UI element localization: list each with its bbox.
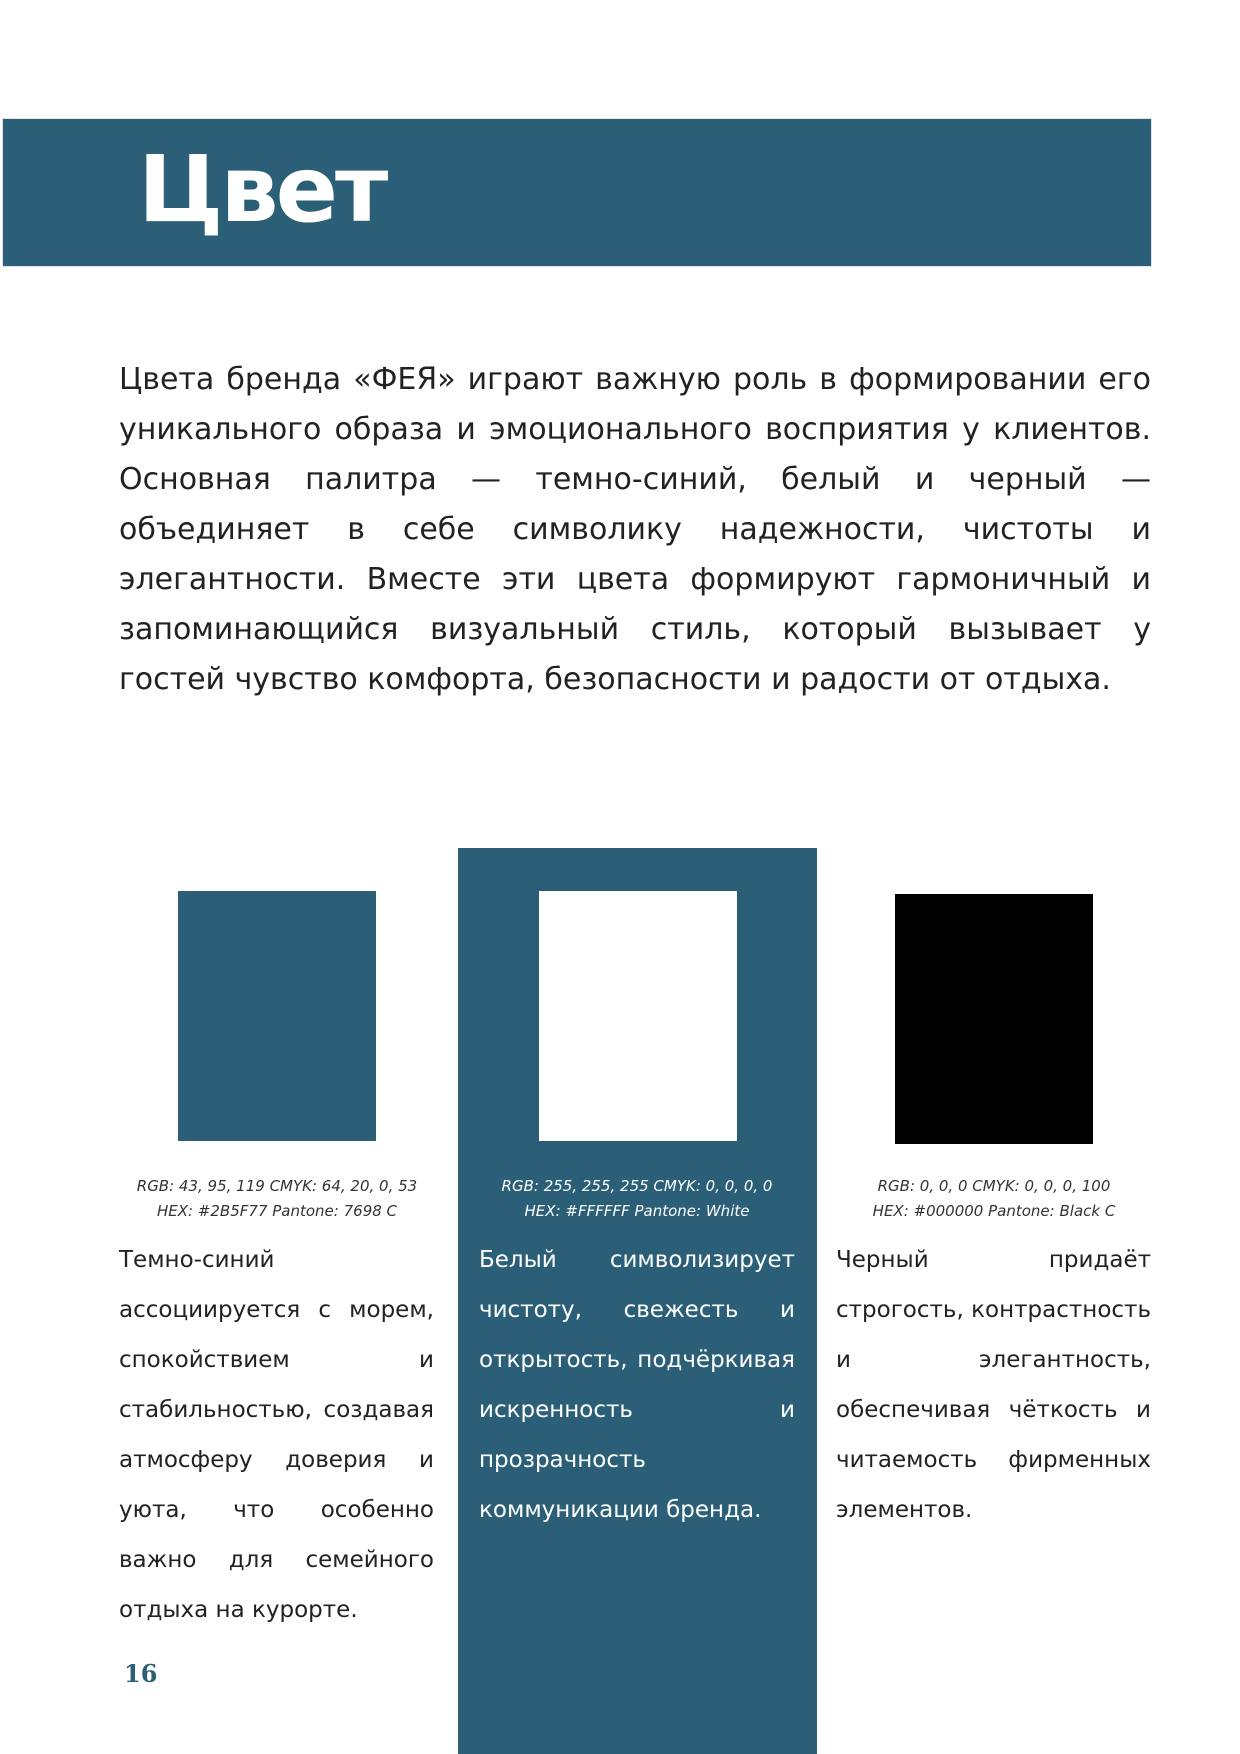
- black-description: Черный придаёт строгость, контрастность и элегантность, обеспечивая чёткость и читаемость фирменных элементов.: [836, 1247, 1151, 1523]
- white-spec: [477, 1174, 797, 1224]
- dark-blue-spec-line2: HEX: #2B5F77 Pantone: 7698 C: [156, 1202, 398, 1220]
- white-spec-line2: HEX: #FFFFFF Pantone: White: [524, 1202, 750, 1220]
- white-spec-line1: RGB: 255, 255, 255 CMYK: 0, 0, 0, 0: [501, 1177, 773, 1195]
- dark-blue-spec: [117, 1174, 437, 1224]
- page-number: 16: [124, 1659, 158, 1688]
- dark-blue-swatch: [178, 891, 376, 1141]
- black-spec-line1: RGB: 0, 0, 0 CMYK: 0, 0, 0, 100: [877, 1177, 1111, 1195]
- dark-blue-spec-line1: RGB: 43, 95, 119 CMYK: 64, 20, 0, 53: [136, 1177, 418, 1195]
- dark-blue-description: Темно-синий ассоциируется с морем, спокойствием и стабильностью, создавая атмосферу доверия и уюта, что особенно важно для семейного отдыха на курорте.: [119, 1247, 434, 1623]
- page-title: Цвет: [138, 136, 386, 243]
- white-swatch: [539, 891, 737, 1141]
- black-spec: [834, 1174, 1154, 1224]
- intro-paragraph: Цвета бренда «ФЕЯ» играют важную роль в формировании его уникального образа и эмоционального восприятия у клиентов. Основная палитра — темно-синий, белый и черный — объединяет в себе символику надежности, чистоты и элегантности. Вместе эти цвета формируют гармоничный и запоминающийся визуальный стиль, который вызывает у гостей чувство комфорта, безопасности и радости от отдыха.: [119, 362, 1151, 697]
- black-spec-line2: HEX: #000000 Pantone: Black C: [872, 1202, 1116, 1220]
- black-swatch: [895, 894, 1093, 1144]
- white-description: Белый символизирует чистоту, свежесть и открытость, подчёркивая искренность и прозрачность коммуникации бренда.: [479, 1247, 795, 1523]
